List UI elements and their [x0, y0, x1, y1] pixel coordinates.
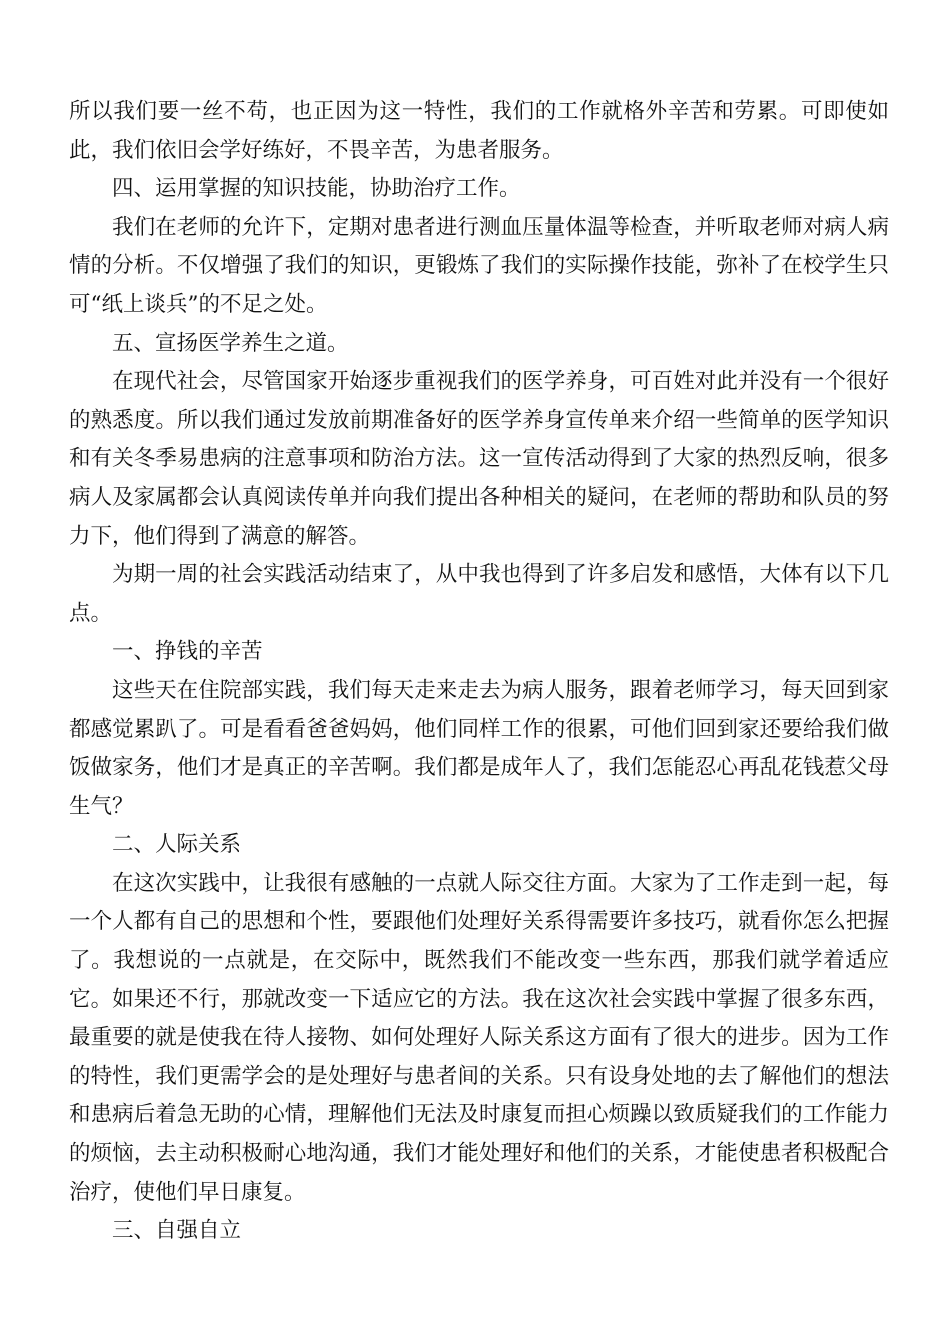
paragraph: 为期一周的社会实践活动结束了，从中我也得到了许多启发和感悟，大体有以下几点。 [69, 562, 889, 626]
section-heading: 四、运用掌握的知识技能，协助治疗工作。 [112, 176, 521, 202]
paragraph: 我们在老师的允许下，定期对患者进行测血压量体温等检查，并听取老师对病人病情的分析。不仅增强了我们的知识，更锻炼了我们的实际操作技能，弥补了在校学生只可“纸上谈兵”的不足之处。 [69, 214, 889, 317]
paragraph: 这些天在住院部实践，我们每天走来走去为病人服务，跟着老师学习，每天回到家都感觉累趴了。可是看看爸爸妈妈，他们同样工作的很累，可他们回到家还要给我们做饭做家务，他们才是真正的辛苦啊。我们都是成年人了，我们怎能忍心再乱花钱惹父母生气？ [69, 677, 889, 819]
paragraph: 所以我们要一丝不苟，也正因为这一特性，我们的工作就格外辛苦和劳累。可即使如此，我们依旧会学好练好，不畏辛苦，为患者服务。 [69, 99, 889, 163]
paragraph: 在这次实践中，让我很有感触的一点就人际交往方面。大家为了工作走到一起，每一个人都有自己的思想和个性，要跟他们处理好关系得需要许多技巧，就看你怎么把握了。我想说的一点就是，在交际中，既然我们不能改变一些东西，那我们就学着适应它。如果还不行，那就改变一下适应它的方法。我在这次社会实践中掌握了很多东西，最重要的就是使我在待人接物、如何处理好人际关系这方面有了很大的进步。因为工作的特性，我们更需学会的是处理好与患者间的关系。只有设身处地的去了解他们的想法和患病后着急无助的心情，理解他们无法及时康复而担心烦躁以致质疑我们的工作能力的烦恼，去主动积极耐心地沟通，我们才能处理好和他们的关系，才能使患者积极配合治疗，使他们早日康复。 [69, 870, 889, 1205]
paragraph: 在现代社会，尽管国家开始逐步重视我们的医学养身，可百姓对此并没有一个很好的熟悉度。所以我们通过发放前期准备好的医学养身宣传单来介绍一些简单的医学知识和有关冬季易患病的注意事项和防治方法。这一宣传活动得到了大家的热烈反响，很多病人及家属都会认真阅读传单并向我们提出各种相关的疑问，在老师的帮助和队员的努力下，他们得到了满意的解答。 [69, 369, 889, 549]
document-body [69, 93, 889, 1251]
section-heading: 五、宣扬医学养生之道。 [112, 330, 349, 356]
section-heading: 一、挣钱的辛苦 [112, 639, 263, 665]
section-heading: 二、人际关系 [112, 832, 242, 858]
section-heading: 三、自强自立 [112, 1218, 242, 1244]
